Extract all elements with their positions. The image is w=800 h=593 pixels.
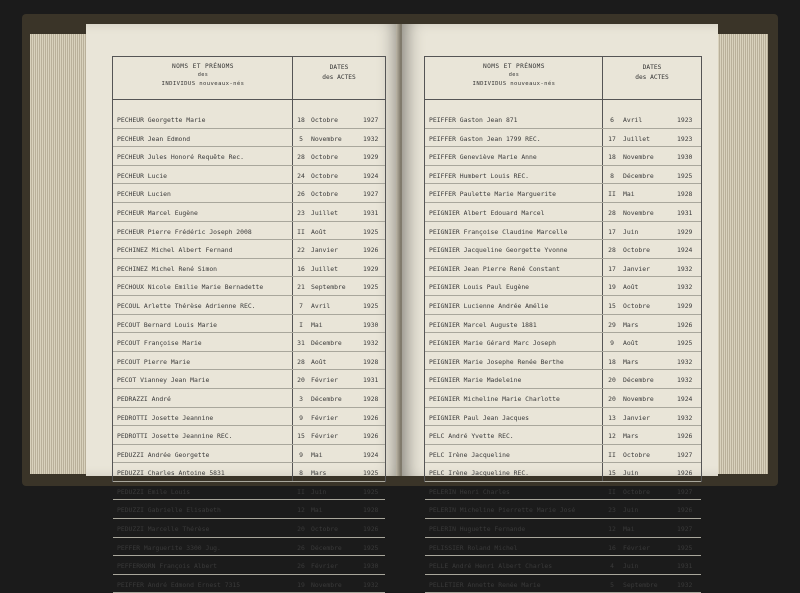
entry-name: PELISSIER Roland Michel [429, 543, 518, 552]
entry-name: PEDUZZI Marcelle Thérèse [117, 525, 210, 534]
entry-day: 5 [610, 580, 614, 589]
entry-month: Mars [623, 357, 639, 366]
entry-name: PEDUZZI Charles Antoine 5831 [117, 469, 225, 478]
entry-day: 20 [608, 376, 616, 385]
entry-year: 1931 [363, 208, 379, 217]
names-header [425, 57, 603, 104]
entry-name: PECHEUR Marcel Eugène [117, 208, 198, 217]
entry-year: 1928 [677, 190, 693, 199]
entry-day: 18 [608, 357, 616, 366]
entry-day: 20 [297, 376, 305, 385]
entry-name: PEDRAZZI André [117, 394, 171, 403]
entry-day: 5 [299, 134, 303, 143]
register-row [113, 500, 385, 519]
entry-year: 1929 [363, 153, 379, 162]
entry-month: Octobre [623, 450, 650, 459]
dates-title: DATES [329, 64, 349, 71]
register-row [113, 110, 385, 129]
left-table-header [113, 56, 385, 100]
entry-month: Juillet [623, 134, 650, 143]
entry-month: Juillet [311, 264, 338, 273]
entry-day: II [608, 450, 616, 459]
register-row [113, 147, 385, 166]
entry-month: Décembre [311, 394, 342, 403]
entry-day: 18 [608, 153, 616, 162]
register-row [113, 259, 385, 278]
register-row [113, 370, 385, 389]
entry-day: 19 [297, 580, 305, 589]
names-sub2: INDIVIDUS nouveaux-nés [472, 81, 556, 87]
entry-year: 1928 [363, 506, 379, 515]
entry-name: PECOUL Arlette Thérèse Adrienne REC. [117, 301, 256, 310]
entry-day: 28 [608, 246, 616, 255]
entry-year: 1929 [363, 264, 379, 273]
entry-day: 21 [297, 283, 305, 292]
left-page-edges [30, 34, 90, 474]
entry-year: 1924 [677, 394, 693, 403]
entry-year: 1932 [363, 339, 379, 348]
register-row [425, 129, 701, 148]
register-row [425, 147, 701, 166]
entry-day: 28 [608, 208, 616, 217]
dates-sub: des ACTES [635, 74, 669, 81]
entry-day: 17 [608, 134, 616, 143]
entry-year: 1925 [363, 487, 379, 496]
entry-month: Novembre [623, 208, 654, 217]
register-row [425, 296, 701, 315]
entry-day: 23 [297, 208, 305, 217]
left-register-table [112, 56, 386, 589]
entry-day: 24 [297, 171, 305, 180]
register-row [113, 445, 385, 464]
entry-month: Août [623, 283, 639, 292]
entry-month: Décembre [311, 543, 342, 552]
entry-year: 1931 [677, 562, 693, 571]
entry-day: 16 [297, 264, 305, 273]
entry-name: PEIGNIER Paul Jean Jacques [429, 413, 530, 422]
register-row [425, 500, 701, 519]
entry-month: Septembre [623, 580, 658, 589]
entry-month: Août [623, 339, 639, 348]
entry-name: PELERIN Huguette Fernande [429, 525, 526, 534]
entry-day: 9 [299, 450, 303, 459]
entry-day: 12 [608, 432, 616, 441]
register-row [113, 575, 385, 593]
entry-day: 12 [608, 525, 616, 534]
register-row [425, 259, 701, 278]
entry-name: PEIGNIER Marcel Auguste 1881 [429, 320, 537, 329]
register-row [425, 315, 701, 334]
entry-year: 1927 [677, 487, 693, 496]
entry-year: 1924 [677, 246, 693, 255]
register-row [113, 408, 385, 427]
register-row [425, 408, 701, 427]
entry-month: Octobre [623, 301, 650, 310]
entry-day: 26 [297, 190, 305, 199]
entry-year: 1930 [363, 320, 379, 329]
entry-year: 1932 [677, 413, 693, 422]
names-header [113, 57, 293, 104]
register-row [425, 352, 701, 371]
entry-month: Octobre [311, 171, 338, 180]
entry-name: PECHINEZ Michel René Simon [117, 264, 218, 273]
entry-name: PEIFFER André Edmond Ernest 7315 [117, 580, 241, 589]
register-row [113, 296, 385, 315]
entry-month: Décembre [623, 171, 654, 180]
entry-year: 1926 [677, 432, 693, 441]
entry-name: PELERIN Henri Charles [429, 487, 510, 496]
entry-name: PEIGNIER Jean Pierre René Constant [429, 264, 560, 273]
entry-name: PECHEUR Pierre Frédéric Joseph 2008 [117, 227, 252, 236]
entry-year: 1925 [677, 171, 693, 180]
entry-day: 15 [608, 301, 616, 310]
entry-month: Novembre [623, 394, 654, 403]
entry-day: II [608, 190, 616, 199]
dates-title: DATES [642, 64, 662, 71]
register-row [425, 166, 701, 185]
entry-name: PEIFFER Paulette Marie Marguerite [429, 190, 556, 199]
entry-day: 23 [608, 506, 616, 515]
register-row [113, 519, 385, 538]
register-row [113, 556, 385, 575]
entry-day: 22 [297, 246, 305, 255]
entry-name: PEIGNIER Marie Gérard Marc Joseph [429, 339, 556, 348]
entry-day: 15 [297, 432, 305, 441]
entry-year: 1929 [677, 301, 693, 310]
entry-name: PECHEUR Lucie [117, 171, 168, 180]
entry-year: 1930 [363, 562, 379, 571]
register-row [113, 166, 385, 185]
register-row [113, 315, 385, 334]
entry-year: 1926 [677, 506, 693, 515]
dates-header [293, 57, 385, 105]
register-row [425, 519, 701, 538]
entry-name: PEIFFER Geneviève Marie Anne [429, 153, 537, 162]
entry-month: Mai [623, 525, 635, 534]
entry-month: Août [311, 227, 327, 236]
names-title: NOMS ET PRÉNOMS [483, 63, 545, 70]
entry-day: 9 [610, 339, 614, 348]
entry-day: 16 [608, 543, 616, 552]
entry-month: Octobre [623, 246, 650, 255]
names-sub2: INDIVIDUS nouveaux-nés [161, 81, 245, 87]
right-table-header [425, 56, 701, 100]
entry-month: Août [311, 357, 327, 366]
right-rows [425, 110, 701, 593]
entry-name: PEDUZZI Emile Louis [117, 487, 191, 496]
entry-day: 20 [297, 525, 305, 534]
register-row [425, 370, 701, 389]
entry-day: 29 [608, 320, 616, 329]
entry-month: Juin [311, 487, 327, 496]
register-row [425, 203, 701, 222]
entry-year: 1925 [363, 283, 379, 292]
entry-day: 3 [299, 394, 303, 403]
entry-year: 1932 [363, 580, 379, 589]
entry-year: 1932 [677, 357, 693, 366]
entry-month: Novembre [623, 153, 654, 162]
entry-name: PEDROTTI Josette Jeannine REC. [117, 432, 233, 441]
entry-name: PEDUZZI Andrée Georgette [117, 450, 210, 459]
entry-month: Juin [623, 469, 639, 478]
entry-month: Mai [311, 506, 323, 515]
register-row [425, 556, 701, 575]
entry-year: 1931 [677, 208, 693, 217]
entry-name: PECOUT Bernard Louis Marie [117, 320, 218, 329]
register-row [113, 203, 385, 222]
entry-year: 1932 [677, 376, 693, 385]
entry-month: Octobre [623, 487, 650, 496]
entry-name: PECHEUR Jean Edmond [117, 134, 191, 143]
register-row [425, 575, 701, 593]
register-row [425, 184, 701, 203]
entry-year: 1925 [677, 339, 693, 348]
entry-month: Octobre [311, 153, 338, 162]
entry-month: Avril [311, 301, 331, 310]
entry-month: Mai [311, 450, 323, 459]
entry-day: 17 [608, 227, 616, 236]
entry-month: Décembre [623, 376, 654, 385]
entry-month: Juin [623, 227, 639, 236]
entry-month: Octobre [311, 116, 338, 124]
entry-year: 1926 [363, 413, 379, 422]
right-page [402, 24, 718, 589]
entry-name: PECOUT Pierre Marie [117, 357, 191, 366]
entry-name: PECHINEZ Michel Albert Fernand [117, 246, 233, 255]
left-rows [113, 110, 385, 593]
entry-year: 1932 [677, 264, 693, 273]
register-row [113, 538, 385, 557]
register-row [425, 445, 701, 464]
entry-name: PEFFER Marguerite 3300 Jug. [117, 543, 221, 552]
entry-name: PEIGNIER Marie Josephe Renée Berthe [429, 357, 564, 366]
entry-year: 1925 [363, 543, 379, 552]
entry-month: Mars [623, 432, 639, 441]
entry-name: PECHOUX Nicole Emilie Marie Bernadette [117, 283, 264, 292]
entry-day: 13 [608, 413, 616, 422]
entry-name: PEIGNIER Françoise Claudine Marcelle [429, 227, 568, 236]
entry-name: PEFFERKORN François Albert [117, 562, 218, 571]
entry-name: PEIGNIER Lucienne Andrée Amélie [429, 301, 549, 310]
register-row [113, 277, 385, 296]
entry-month: Avril [623, 116, 643, 124]
entry-name: PECOT Vianney Jean Marie [117, 376, 210, 385]
entry-month: Janvier [623, 413, 650, 422]
entry-year: 1926 [677, 469, 693, 478]
entry-year: 1930 [677, 153, 693, 162]
entry-name: PEIGNIER Marie Madeleine [429, 376, 522, 385]
register-row [425, 426, 701, 445]
entry-year: 1926 [363, 525, 379, 534]
register-row [113, 333, 385, 352]
names-sub1: des [508, 72, 520, 78]
entry-month: Février [623, 543, 650, 552]
entry-name: PEIFFER Gaston Jean 1799 REC. [429, 134, 541, 143]
register-row [113, 463, 385, 482]
entry-day: 15 [608, 469, 616, 478]
names-title: NOMS ET PRÉNOMS [172, 63, 234, 70]
register-row [425, 110, 701, 129]
entry-year: 1925 [363, 469, 379, 478]
entry-name: PELLETIER Annette Renée Marie [429, 580, 541, 589]
entry-name: PEIFFER Gaston Jean 871 [429, 116, 518, 124]
entry-month: Mai [311, 320, 323, 329]
entry-day: 12 [297, 506, 305, 515]
entry-year: 1932 [677, 580, 693, 589]
entry-year: 1928 [363, 357, 379, 366]
register-row [113, 352, 385, 371]
entry-month: Mars [311, 469, 327, 478]
entry-name: PEIFFER Humbert Louis REC. [429, 171, 530, 180]
entry-name: PEIGNIER Louis Paul Eugène [429, 283, 530, 292]
entry-year: 1932 [363, 134, 379, 143]
register-row [113, 222, 385, 241]
entry-day: 4 [610, 562, 614, 571]
entry-day: 26 [297, 543, 305, 552]
entry-year: 1923 [677, 134, 693, 143]
entry-year: 1926 [363, 432, 379, 441]
names-sub1: des [197, 72, 209, 78]
entry-month: Février [311, 562, 338, 571]
register-row [113, 184, 385, 203]
entry-day: 8 [299, 469, 303, 478]
entry-day: 19 [608, 283, 616, 292]
entry-year: 1924 [363, 450, 379, 459]
entry-month: Mars [623, 320, 639, 329]
entry-year: 1927 [363, 116, 379, 124]
entry-name: PECHEUR Georgette Marie [117, 116, 206, 124]
entry-month: Février [311, 432, 338, 441]
entry-year: 1925 [363, 301, 379, 310]
entry-month: Novembre [311, 580, 342, 589]
entry-name: PELC André Yvette REC. [429, 432, 514, 441]
entry-year: 1927 [677, 450, 693, 459]
register-row [425, 277, 701, 296]
entry-name: PECHEUR Jules Honoré Requête Rec. [117, 153, 244, 162]
register-row [113, 426, 385, 445]
entry-day: 9 [299, 413, 303, 422]
register-row [113, 129, 385, 148]
entry-month: Juillet [311, 208, 338, 217]
entry-month: Février [311, 376, 338, 385]
register-row [113, 482, 385, 501]
entry-name: PEIGNIER Jacqueline Georgette Yvonne [429, 246, 568, 255]
entry-name: PECOUT Françoise Marie [117, 339, 202, 348]
register-row [425, 538, 701, 557]
right-page-edges [716, 34, 768, 474]
entry-year: 1923 [677, 116, 693, 124]
entry-name: PEIGNIER Albert Edouard Marcel [429, 208, 545, 217]
entry-year: 1925 [363, 227, 379, 236]
register-row [425, 222, 701, 241]
entry-month: Janvier [311, 246, 338, 255]
entry-name: PELERIN Micheline Pierrette Marie José [429, 506, 576, 515]
entry-month: Janvier [623, 264, 650, 273]
register-row [425, 463, 701, 482]
right-register-table [424, 56, 702, 589]
entry-day: II [608, 487, 616, 496]
register-row [425, 482, 701, 501]
entry-day: II [297, 227, 305, 236]
entry-month: Juin [623, 506, 639, 515]
entry-day: 8 [610, 171, 614, 180]
dates-header [603, 57, 701, 105]
entry-year: 1924 [363, 171, 379, 180]
entry-month: Octobre [311, 525, 338, 534]
entry-year: 1928 [363, 394, 379, 403]
entry-month: Décembre [311, 339, 342, 348]
entry-year: 1927 [363, 190, 379, 199]
entry-day: 18 [297, 116, 305, 124]
left-page [86, 24, 400, 589]
entry-day: 20 [608, 394, 616, 403]
entry-month: Septembre [311, 283, 346, 292]
entry-day: 28 [297, 357, 305, 366]
entry-name: PEDUZZI Gabrielle Elisabeth [117, 506, 221, 515]
entry-name: PEDROTTI Josette Jeannine [117, 413, 214, 422]
dates-sub: des ACTES [322, 74, 356, 81]
entry-day: II [297, 487, 305, 496]
register-row [425, 389, 701, 408]
entry-name: PEIGNIER Micheline Marie Charlotte [429, 394, 560, 403]
entry-day: 7 [299, 301, 303, 310]
entry-day: 17 [608, 264, 616, 273]
entry-year: 1932 [677, 283, 693, 292]
entry-day: 26 [297, 562, 305, 571]
register-row [425, 240, 701, 259]
entry-name: PELC Irène Jacqueline [429, 450, 510, 459]
entry-name: PELC Irène Jacqueline REC. [429, 469, 530, 478]
entry-year: 1931 [363, 376, 379, 385]
entry-year: 1926 [363, 246, 379, 255]
entry-day: 28 [297, 153, 305, 162]
register-row [113, 389, 385, 408]
register-row [425, 333, 701, 352]
entry-day: I [299, 320, 303, 329]
entry-name: PELLE André Henri Albert Charles [429, 562, 553, 571]
entry-name: PECHEUR Lucien [117, 190, 171, 199]
entry-month: Octobre [311, 190, 338, 199]
entry-month: Novembre [311, 134, 342, 143]
entry-day: 6 [610, 116, 614, 124]
entry-year: 1927 [677, 525, 693, 534]
entry-month: Juin [623, 562, 639, 571]
entry-year: 1925 [677, 543, 693, 552]
entry-year: 1926 [677, 320, 693, 329]
entry-day: 31 [297, 339, 305, 348]
entry-year: 1929 [677, 227, 693, 236]
entry-month: Février [311, 413, 338, 422]
entry-month: Mai [623, 190, 635, 199]
register-row [113, 240, 385, 259]
